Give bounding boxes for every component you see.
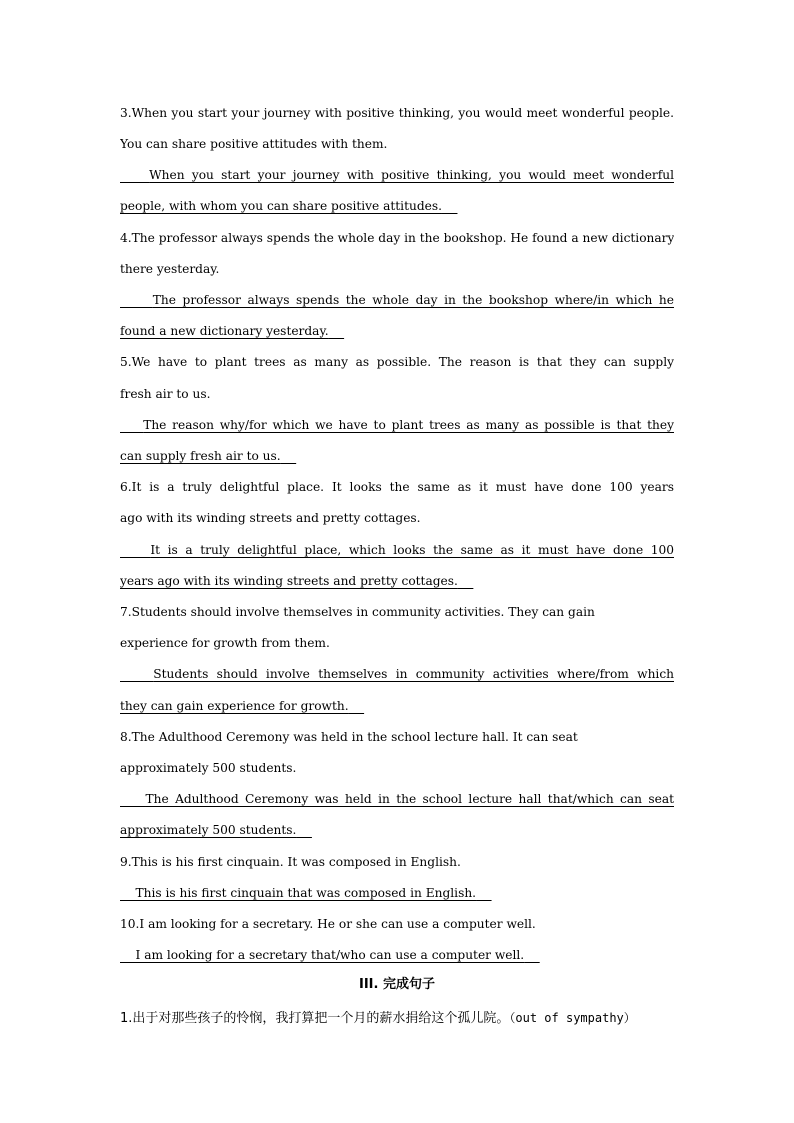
q7-answer-line-2	[120, 698, 674, 714]
q3-answer-line-2	[120, 198, 674, 214]
q7-prompt-line-2: experience for growth from them.	[120, 636, 330, 650]
q8-answer-line-1	[120, 791, 674, 807]
section3-item-1-text: 1.出于对那些孩子的怜悯，我打算把一个月的薪水捐给这个孤儿院。	[120, 1011, 510, 1026]
q10-prompt-line-1: 10.I am looking for a secretary. He or she can use a computer well.	[120, 917, 536, 931]
q9-answer-line-1	[120, 885, 674, 901]
q3-prompt-line-2: You can share positive attitudes with them.	[120, 137, 388, 151]
q5-prompt-line-2: fresh air to us.	[120, 387, 211, 401]
q8-answer-text-1: The Adulthood Ceremony was held in the school lecture hall that/which can seat	[145, 792, 674, 806]
q8-answer-line-2	[120, 822, 674, 838]
q7-answer-text-1: Students should involve themselves in community activities where/from which	[153, 667, 674, 681]
q4-prompt-line-2: there yesterday.	[120, 262, 220, 276]
q7-answer-line-1	[120, 666, 674, 682]
q6-prompt-line-2: ago with its winding streets and pretty cottages.	[120, 511, 421, 525]
q7-prompt-line-1: 7.Students should involve themselves in community activities. They can gain	[120, 605, 595, 619]
section3-item-1-hint: （out of sympathy）	[509, 1011, 636, 1025]
q6-prompt-line-1: 6.It is a truly delightful place. It looks the same as it must have done 100 years	[120, 480, 674, 494]
q4-answer-text-1: The professor always spends the whole day in the bookshop where/in which he	[152, 293, 674, 307]
q10-answer-line-1	[120, 947, 674, 963]
q4-answer-line-2	[120, 323, 674, 339]
q4-answer-line-1	[120, 292, 674, 308]
q6-answer-text-1: It is a truly delightful place, which looks the same as it must have done 100	[150, 543, 674, 557]
q8-prompt-line-2: approximately 500 students.	[120, 761, 297, 775]
q9-prompt-line-1: 9.This is his first cinquain. It was composed in English.	[120, 855, 461, 869]
q6-answer-text-2: years ago with its winding streets and pretty cottages.	[120, 574, 458, 588]
q5-answer-line-2	[120, 448, 674, 464]
q3-prompt-line-1: 3.When you start your journey with positive thinking, you would meet wonderful people.	[120, 106, 674, 120]
section-heading: III. 完成句子	[359, 977, 435, 992]
q4-answer-text-2: found a new dictionary yesterday.	[120, 324, 329, 338]
q5-answer-line-1	[120, 417, 674, 433]
q5-prompt-line-1: 5.We have to plant trees as many as possible. The reason is that they can supply	[120, 355, 674, 369]
q9-answer-text-1: This is his first cinquain that was composed in English.	[135, 886, 477, 900]
q5-answer-text-2: can supply fresh air to us.	[120, 449, 281, 463]
q3-answer-text-2: people, with whom you can share positive attitudes.	[120, 199, 442, 213]
q6-answer-line-1	[120, 542, 674, 558]
q8-prompt-line-1: 8.The Adulthood Ceremony was held in the school lecture hall. It can seat	[120, 730, 578, 744]
q6-answer-line-2	[120, 573, 674, 589]
q5-answer-text-1: The reason why/for which we have to plant trees as many as possible is that they	[143, 418, 674, 432]
q4-prompt-line-1: 4.The professor always spends the whole day in the bookshop. He found a new dictionary	[120, 231, 674, 245]
section3-item-1	[120, 1009, 680, 1028]
q3-answer-text-1: When you start your journey with positive thinking, you would meet wonderful	[149, 168, 674, 182]
q3-answer-line-1	[120, 167, 674, 183]
q10-answer-text-1: I am looking for a secretary that/who can use a computer well.	[135, 948, 525, 962]
q7-answer-text-2: they can gain experience for growth.	[120, 699, 349, 713]
q8-answer-text-2: approximately 500 students.	[120, 823, 297, 837]
